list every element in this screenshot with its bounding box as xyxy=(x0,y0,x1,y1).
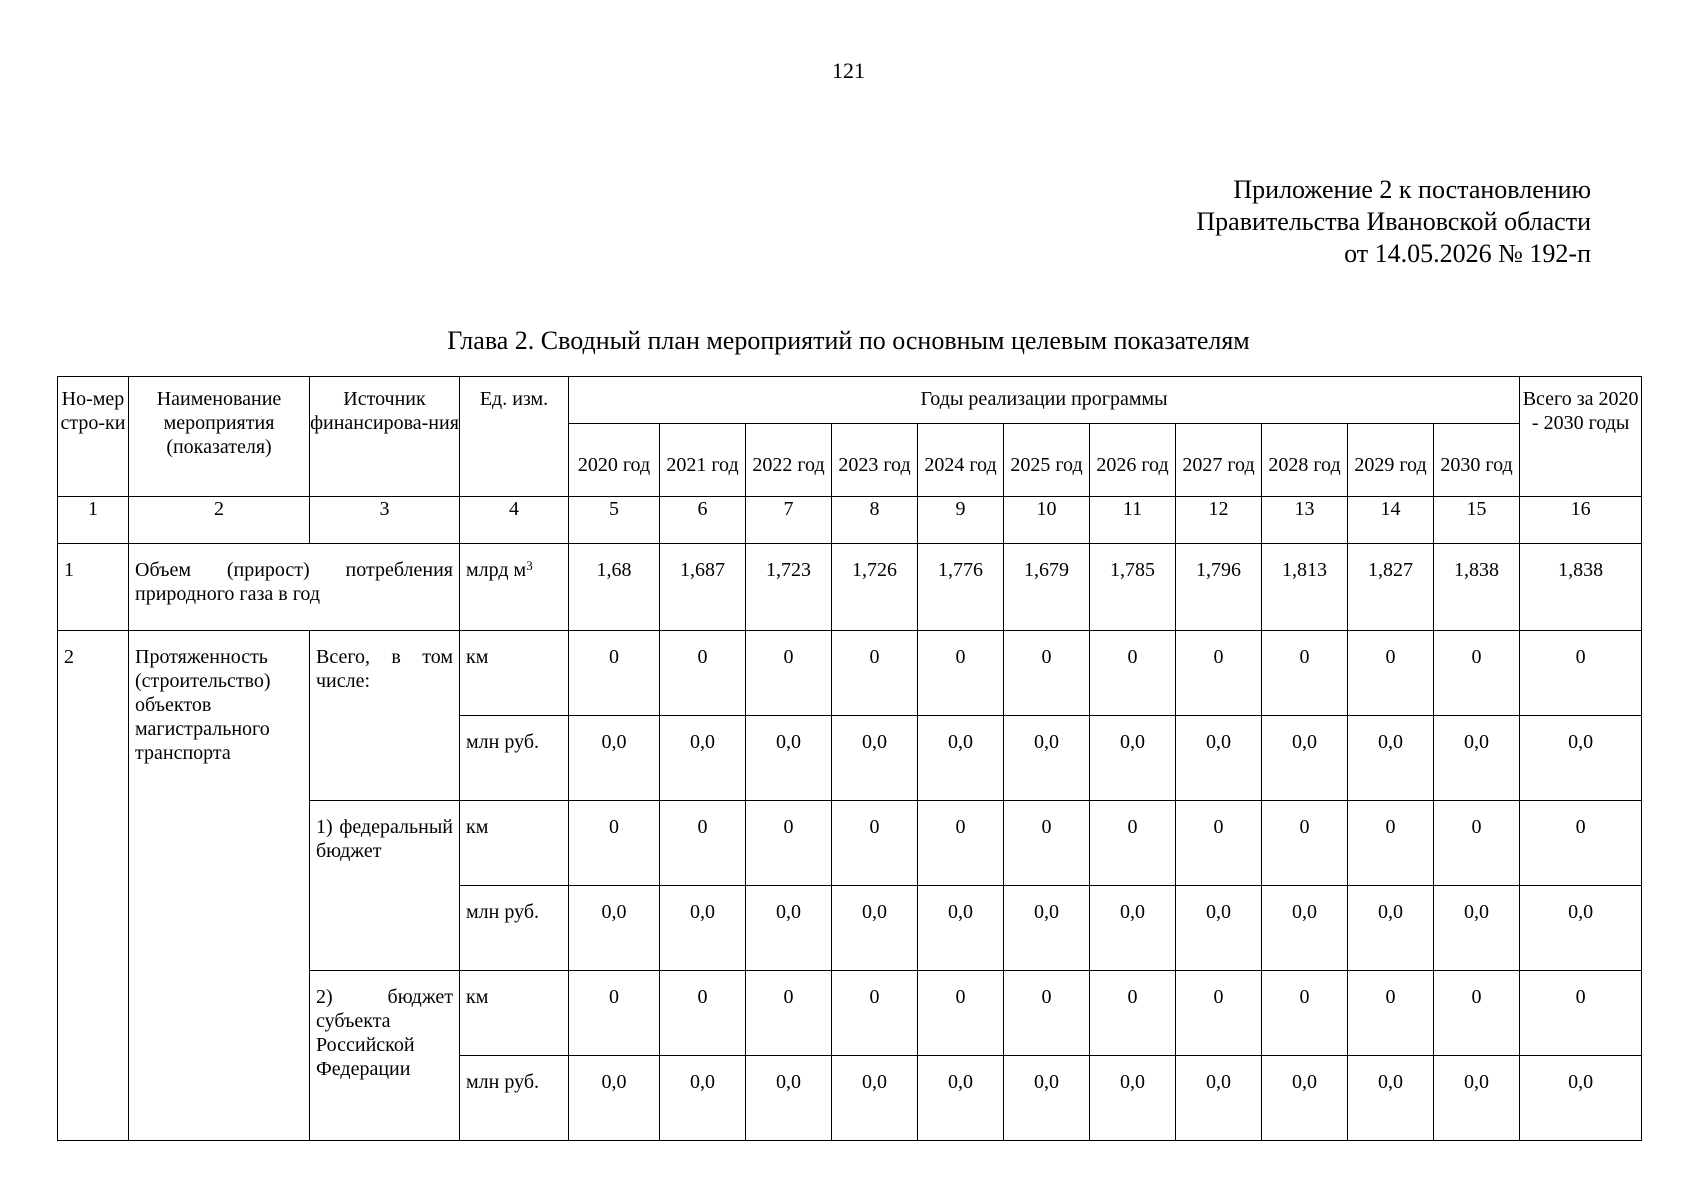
value-cell: 0,0 xyxy=(918,886,1004,971)
value-cell: 0 xyxy=(1262,631,1348,716)
value-cell: 0,0 xyxy=(1348,886,1434,971)
value-cell: 0 xyxy=(1004,631,1090,716)
value-cell: 0 xyxy=(746,801,832,886)
unit-cell: млн руб. xyxy=(460,716,569,801)
column-numbers-row xyxy=(58,497,1642,544)
value-cell: 0,0 xyxy=(1348,716,1434,801)
funding-source: Всего, в том числе: xyxy=(310,631,460,801)
value-cell: 0,0 xyxy=(746,716,832,801)
value-cell: 0 xyxy=(832,631,918,716)
value-cell: 0 xyxy=(569,631,660,716)
value-cell: 1,813 xyxy=(1262,544,1348,631)
chapter-title: Глава 2. Сводный план мероприятий по основным целевым показателям xyxy=(447,326,1250,355)
value-cell: 0,0 xyxy=(1262,1056,1348,1141)
value-cell: 0 xyxy=(1262,801,1348,886)
value-cell: 0,0 xyxy=(1004,1056,1090,1141)
value-cell: 1,726 xyxy=(832,544,918,631)
value-cell: 0,0 xyxy=(1090,886,1176,971)
value-cell: 0 xyxy=(1348,631,1434,716)
value-cell: 0 xyxy=(1348,971,1434,1056)
column-number: 11 xyxy=(1090,497,1176,544)
year-header: 2021 год xyxy=(660,424,746,497)
value-cell: 0,0 xyxy=(746,1056,832,1141)
value-cell: 0,0 xyxy=(569,886,660,971)
value-cell: 0 xyxy=(1004,801,1090,886)
year-header: 2030 год xyxy=(1434,424,1520,497)
value-cell: 0 xyxy=(832,801,918,886)
header-total: Всего за 2020 - 2030 годы xyxy=(1520,377,1642,497)
value-cell: 0,0 xyxy=(1176,886,1262,971)
year-header: 2022 год xyxy=(746,424,832,497)
table-row xyxy=(58,631,1642,716)
appendix-line-3: от 14.05.2026 № 192-п xyxy=(1344,239,1591,268)
value-cell: 0 xyxy=(569,801,660,886)
value-cell: 0 xyxy=(660,631,746,716)
value-cell: 0,0 xyxy=(1090,716,1176,801)
unit-cell xyxy=(460,544,569,631)
value-cell: 0 xyxy=(569,971,660,1056)
appendix-header xyxy=(1196,174,1591,270)
value-cell: 0,0 xyxy=(660,1056,746,1141)
column-number: 4 xyxy=(460,497,569,544)
page-number: 121 xyxy=(832,58,865,83)
value-cell: 0,0 xyxy=(832,716,918,801)
header-row xyxy=(58,377,1642,424)
value-cell: 0,0 xyxy=(1004,886,1090,971)
header-years-group: Годы реализации программы xyxy=(569,377,1520,424)
indicator-name: Объем (прирост) потребления природного газа в год xyxy=(129,544,460,631)
value-cell: 0 xyxy=(1434,801,1520,886)
value-cell: 0 xyxy=(1176,801,1262,886)
total-cell: 0,0 xyxy=(1520,716,1642,801)
value-cell: 0 xyxy=(1176,631,1262,716)
value-cell: 0 xyxy=(1090,801,1176,886)
funding-source: 1) федеральный бюджет xyxy=(310,801,460,971)
column-number: 7 xyxy=(746,497,832,544)
total-cell: 0,0 xyxy=(1520,886,1642,971)
year-header: 2020 год xyxy=(569,424,660,497)
value-cell: 0,0 xyxy=(746,886,832,971)
column-number: 13 xyxy=(1262,497,1348,544)
value-cell: 0 xyxy=(1434,631,1520,716)
column-number: 14 xyxy=(1348,497,1434,544)
year-header: 2027 год xyxy=(1176,424,1262,497)
row-number: 2 xyxy=(58,631,129,1141)
funding-source: 2) бюджет субъекта Российской Федерации xyxy=(310,971,460,1141)
table-row xyxy=(58,544,1642,631)
value-cell: 1,785 xyxy=(1090,544,1176,631)
column-number: 8 xyxy=(832,497,918,544)
column-number: 9 xyxy=(918,497,1004,544)
year-header: 2029 год xyxy=(1348,424,1434,497)
unit-cell: км xyxy=(460,801,569,886)
value-cell: 0 xyxy=(660,801,746,886)
value-cell: 0,0 xyxy=(1434,886,1520,971)
value-cell: 0,0 xyxy=(832,1056,918,1141)
value-cell: 0 xyxy=(1090,971,1176,1056)
value-cell: 1,687 xyxy=(660,544,746,631)
column-number: 10 xyxy=(1004,497,1090,544)
row-number: 1 xyxy=(58,544,129,631)
year-header: 2025 год xyxy=(1004,424,1090,497)
year-header: 2023 год xyxy=(832,424,918,497)
total-cell: 0 xyxy=(1520,971,1642,1056)
value-cell: 0,0 xyxy=(1434,1056,1520,1141)
value-cell: 0,0 xyxy=(1262,886,1348,971)
appendix-line-1: Приложение 2 к постановлению xyxy=(1233,175,1591,204)
header-name: Наименование мероприятия (показателя) xyxy=(129,377,310,497)
value-cell: 1,827 xyxy=(1348,544,1434,631)
value-cell: 1,776 xyxy=(918,544,1004,631)
value-cell: 0,0 xyxy=(918,716,1004,801)
unit-cell: км xyxy=(460,631,569,716)
value-cell: 1,679 xyxy=(1004,544,1090,631)
plan-table xyxy=(57,376,1642,1141)
value-cell: 0 xyxy=(1004,971,1090,1056)
total-cell: 0 xyxy=(1520,631,1642,716)
value-cell: 0 xyxy=(660,971,746,1056)
appendix-line-2: Правительства Ивановской области xyxy=(1196,207,1591,236)
value-cell: 0 xyxy=(832,971,918,1056)
unit-cell: млн руб. xyxy=(460,886,569,971)
value-cell: 0 xyxy=(918,971,1004,1056)
value-cell: 0 xyxy=(918,631,1004,716)
column-number: 12 xyxy=(1176,497,1262,544)
year-header: 2026 год xyxy=(1090,424,1176,497)
value-cell: 0,0 xyxy=(569,1056,660,1141)
value-cell: 0,0 xyxy=(1176,1056,1262,1141)
indicator-name: Протяженность (строительство) объектов магистрального транспорта xyxy=(129,631,310,1141)
column-number: 3 xyxy=(310,497,460,544)
unit-superscript: 3 xyxy=(526,558,533,573)
value-cell: 0 xyxy=(1176,971,1262,1056)
column-number: 6 xyxy=(660,497,746,544)
value-cell: 0 xyxy=(1090,631,1176,716)
value-cell: 1,723 xyxy=(746,544,832,631)
header-source: Источник финансирова-ния xyxy=(310,377,460,497)
value-cell: 0 xyxy=(1434,971,1520,1056)
column-number: 16 xyxy=(1520,497,1642,544)
value-cell: 0 xyxy=(746,971,832,1056)
unit-cell: км xyxy=(460,971,569,1056)
total-cell: 1,838 xyxy=(1520,544,1642,631)
value-cell: 0 xyxy=(1262,971,1348,1056)
column-number: 2 xyxy=(129,497,310,544)
value-cell: 0,0 xyxy=(832,886,918,971)
value-cell: 0,0 xyxy=(1348,1056,1434,1141)
value-cell: 0,0 xyxy=(1090,1056,1176,1141)
value-cell: 0,0 xyxy=(918,1056,1004,1141)
value-cell: 0,0 xyxy=(660,716,746,801)
value-cell: 0,0 xyxy=(1176,716,1262,801)
value-cell: 0,0 xyxy=(1434,716,1520,801)
value-cell: 0 xyxy=(746,631,832,716)
value-cell: 0,0 xyxy=(569,716,660,801)
value-cell: 0,0 xyxy=(660,886,746,971)
value-cell: 0,0 xyxy=(1004,716,1090,801)
column-number: 5 xyxy=(569,497,660,544)
value-cell: 1,838 xyxy=(1434,544,1520,631)
value-cell: 1,68 xyxy=(569,544,660,631)
year-header: 2024 год xyxy=(918,424,1004,497)
value-cell: 0 xyxy=(1348,801,1434,886)
year-header: 2028 год xyxy=(1262,424,1348,497)
header-unit: Ед. изм. xyxy=(460,377,569,497)
value-cell: 0 xyxy=(918,801,1004,886)
unit-cell: млн руб. xyxy=(460,1056,569,1141)
unit-text: млрд м xyxy=(466,559,527,581)
header-row-number: Но-мер стро-ки xyxy=(58,377,129,497)
column-number: 15 xyxy=(1434,497,1520,544)
value-cell: 0,0 xyxy=(1262,716,1348,801)
total-cell: 0 xyxy=(1520,801,1642,886)
value-cell: 1,796 xyxy=(1176,544,1262,631)
total-cell: 0,0 xyxy=(1520,1056,1642,1141)
column-number: 1 xyxy=(58,497,129,544)
